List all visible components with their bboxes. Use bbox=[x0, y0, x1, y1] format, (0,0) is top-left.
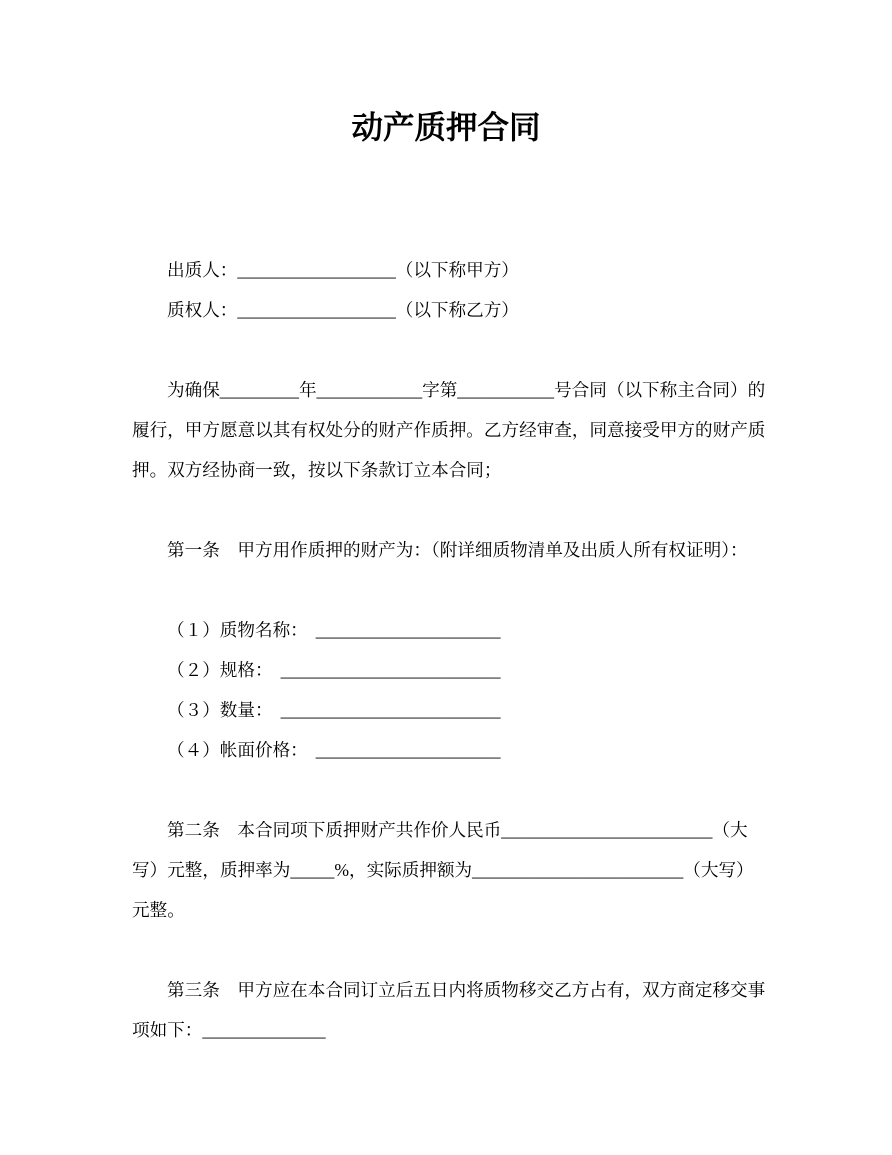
article-line: 项如下：______________ bbox=[132, 1020, 326, 1040]
article-1 bbox=[132, 530, 792, 570]
party-label: 质权人： bbox=[167, 300, 238, 320]
preamble-line: 履行，甲方愿意以其有权处分的财产作质押。乙方经审查，同意接受甲方的财产质 bbox=[132, 420, 766, 440]
blank-line bbox=[132, 770, 792, 810]
item-blank: _________________________ bbox=[280, 660, 501, 680]
article-text: 甲方应在本合同订立后五日内将质物移交乙方占有，双方商定移交事 bbox=[237, 980, 766, 1000]
article-line: 元整。 bbox=[132, 900, 185, 920]
pledge-item-spec bbox=[132, 650, 792, 690]
party-note: （以下称乙方） bbox=[395, 300, 519, 320]
blank-line bbox=[132, 930, 792, 970]
item-blank: _____________________ bbox=[315, 740, 501, 760]
article-heading: 第一条 bbox=[167, 540, 220, 560]
document-body bbox=[132, 250, 792, 1050]
party-blank: __________________ bbox=[237, 260, 396, 280]
pledge-item-book-value bbox=[132, 730, 792, 770]
item-blank: _____________________ bbox=[315, 620, 501, 640]
document-title: 动产质押合同 bbox=[351, 109, 541, 145]
blank-line bbox=[132, 330, 792, 370]
item-label: （４）帐面价格： bbox=[167, 740, 308, 760]
blank-line bbox=[132, 490, 792, 530]
party-line-pledgee bbox=[132, 290, 792, 330]
party-blank: __________________ bbox=[237, 300, 396, 320]
article-2 bbox=[132, 810, 792, 850]
party-line-pledgor bbox=[132, 250, 792, 290]
item-label: （３）数量： bbox=[167, 700, 273, 720]
party-note: （以下称甲方） bbox=[395, 260, 519, 280]
preamble-line: 押。双方经协商一致，按以下条款订立本合同； bbox=[132, 460, 502, 480]
article-heading: 第三条 bbox=[167, 980, 220, 1000]
pledge-item-quantity bbox=[132, 690, 792, 730]
blank-line bbox=[132, 570, 792, 610]
item-label: （２）规格： bbox=[167, 660, 273, 680]
article-heading: 第二条 bbox=[167, 820, 220, 840]
pledge-item-name bbox=[132, 610, 792, 650]
item-label: （１）质物名称： bbox=[167, 620, 308, 640]
article-line: 写）元整，质押率为_____%，实际质押额为________________________（大写） bbox=[132, 860, 754, 880]
item-blank: _________________________ bbox=[280, 700, 501, 720]
article-text: 甲方用作质押的财产为：（附详细质物清单及出质人所有权证明）： bbox=[237, 540, 748, 560]
party-label: 出质人： bbox=[167, 260, 238, 280]
article-3 bbox=[132, 970, 792, 1010]
preamble-line: 为确保_________年____________字第___________号合同（以下称主合同）的 bbox=[167, 380, 766, 400]
article-text: 本合同项下质押财产共作价人民币________________________（大 bbox=[237, 820, 748, 840]
